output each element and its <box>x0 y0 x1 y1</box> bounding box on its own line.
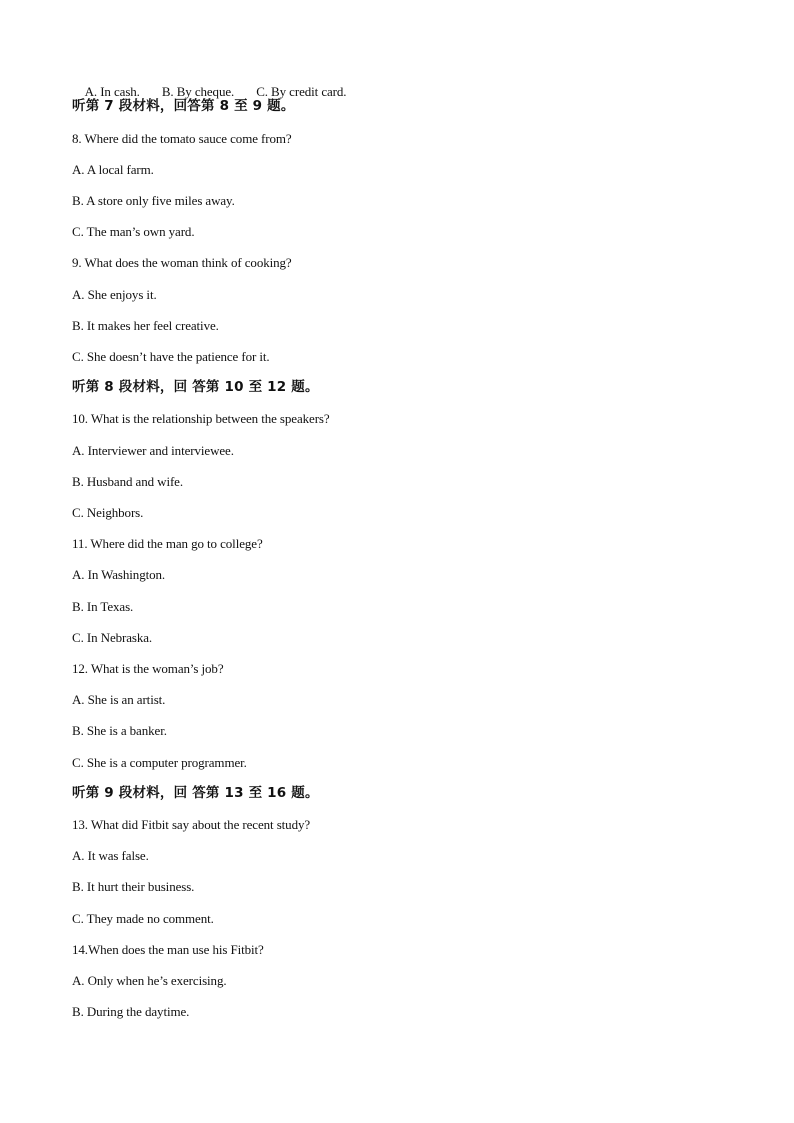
question-9-option-b: B. It makes her feel creative. <box>72 318 219 333</box>
section-heading-7: 听第 7 段材料，回答第 8 至 9 题。 <box>72 98 295 114</box>
question-12: 12. What is the woman’s job? <box>72 661 224 676</box>
question-13-option-c: C. They made no comment. <box>72 911 214 926</box>
question-12-option-b: B. She is a banker. <box>72 723 167 738</box>
option-a: A. In cash. <box>84 84 140 99</box>
option-c: C. By credit card. <box>256 84 347 99</box>
section-heading-9: 听第 9 段材料，回 答第 13 至 16 题。 <box>72 785 319 801</box>
question-14-option-b: B. During the daytime. <box>72 1004 190 1019</box>
question-8: 8. Where did the tomato sauce come from? <box>72 131 292 146</box>
question-9-option-a: A. She enjoys it. <box>72 287 157 302</box>
question-8-option-b: B. A store only five miles away. <box>72 193 235 208</box>
question-8-option-c: C. The man’s own yard. <box>72 224 195 239</box>
question-10: 10. What is the relationship between the speakers? <box>72 411 330 426</box>
question-11-option-b: B. In Texas. <box>72 599 134 614</box>
question-13-option-b: B. It hurt their business. <box>72 879 195 894</box>
question-12-option-a: A. She is an artist. <box>72 692 166 707</box>
option-b: B. By cheque. <box>161 84 235 99</box>
question-12-option-c: C. She is a computer programmer. <box>72 755 247 770</box>
question-9-option-c: C. She doesn’t have the patience for it. <box>72 349 270 364</box>
question-11-option-a: A. In Washington. <box>72 567 166 582</box>
question-13: 13. What did Fitbit say about the recent study? <box>72 817 311 832</box>
question-14: 14.When does the man use his Fitbit? <box>72 942 264 957</box>
question-10-option-a: A. Interviewer and interviewee. <box>72 443 234 458</box>
question-9: 9. What does the woman think of cooking? <box>72 255 292 270</box>
section-heading-8: 听第 8 段材料，回 答第 10 至 12 题。 <box>72 379 319 395</box>
question-11: 11. Where did the man go to college? <box>72 536 263 551</box>
question-10-option-c: C. Neighbors. <box>72 505 144 520</box>
question-8-option-a: A. A local farm. <box>72 162 154 177</box>
question-13-option-a: A. It was false. <box>72 848 149 863</box>
question-11-option-c: C. In Nebraska. <box>72 630 153 645</box>
question-10-option-b: B. Husband and wife. <box>72 474 184 489</box>
question-14-option-a: A. Only when he’s exercising. <box>72 973 227 988</box>
